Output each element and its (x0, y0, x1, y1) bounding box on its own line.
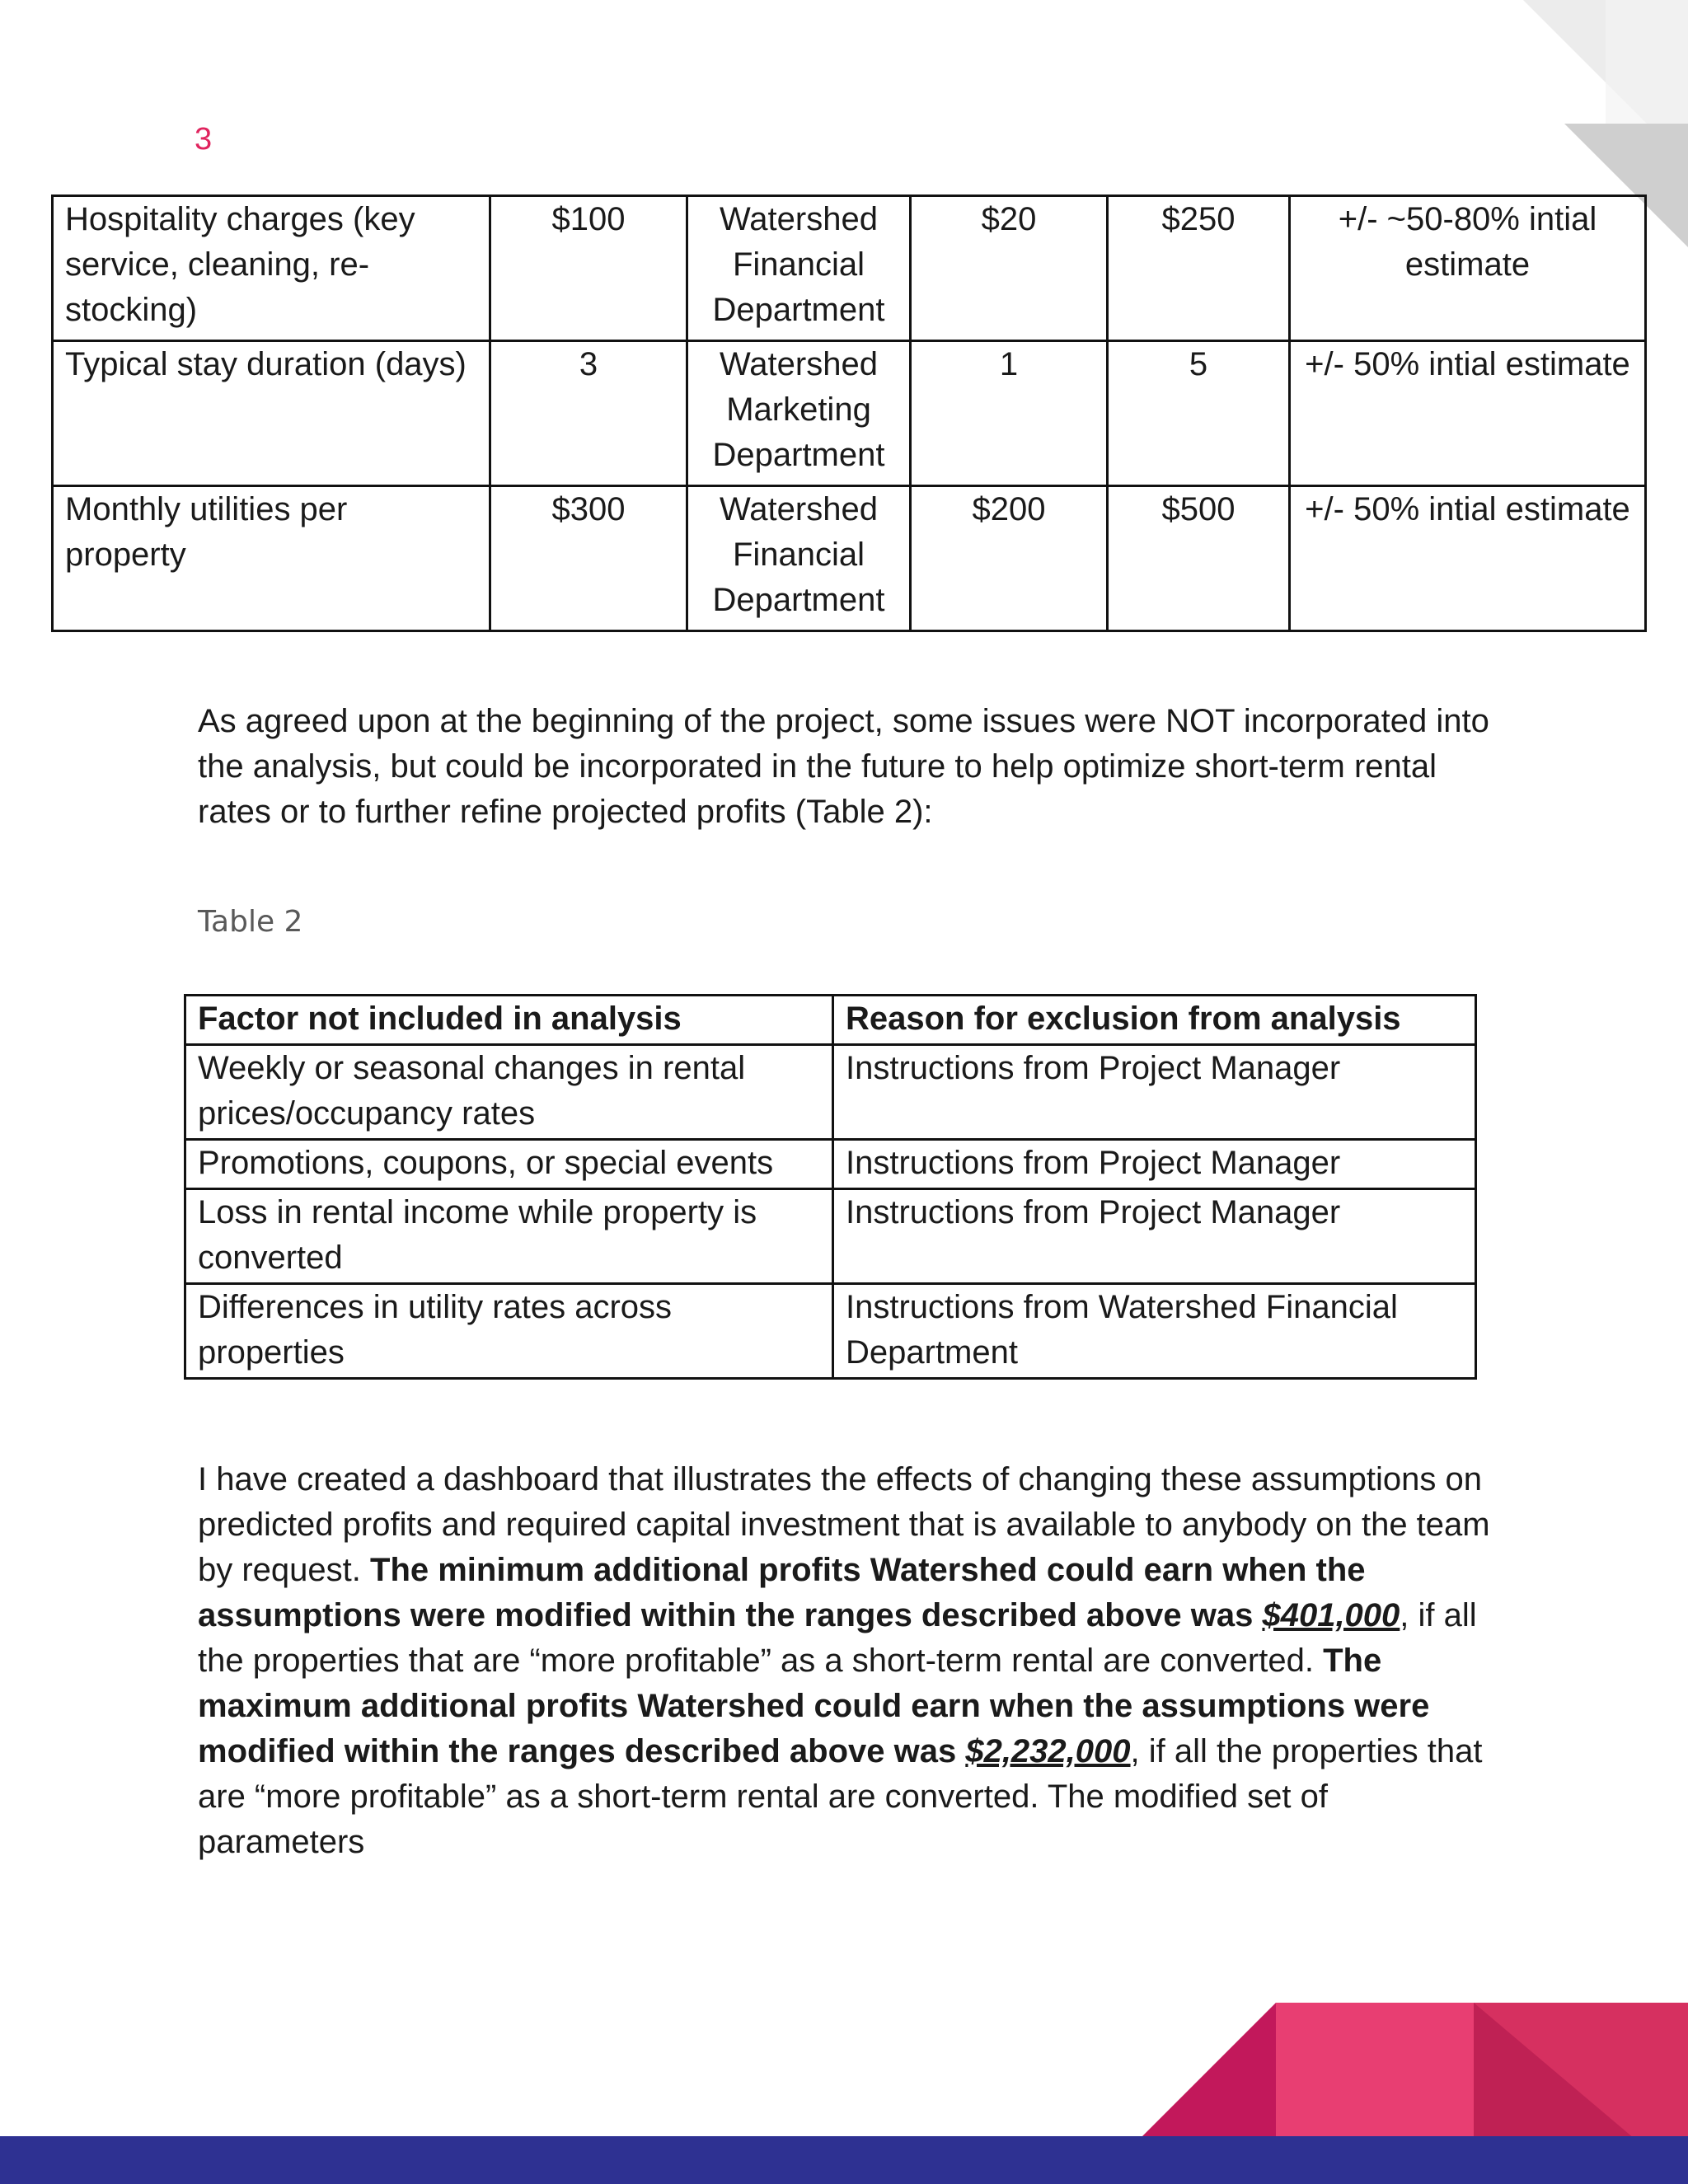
page-number: 3 (195, 122, 213, 157)
parameter-cell: Monthly utilities per property (53, 486, 490, 631)
factor-cell: Weekly or seasonal changes in rental prices/occupancy rates (185, 1045, 833, 1140)
summary-paragraph (198, 1457, 1500, 1865)
table-row (53, 196, 1646, 341)
summary-text: I have created a dashboard that illustrates the effects of changing these assumptions on predicted profits and required capital investment that is available to anybody on the team by request. (198, 1461, 1490, 1588)
parameter-cell: Hospitality charges (key service, cleaning, re-stocking) (53, 196, 490, 341)
factor-cell: Loss in rental income while property is converted (185, 1189, 833, 1284)
value-cell: 3 (490, 341, 687, 486)
excluded-factors-table (184, 994, 1477, 1380)
footer-bar (0, 2136, 1688, 2184)
column-header-factor: Factor not included in analysis (185, 996, 833, 1045)
value-cell: $100 (490, 196, 687, 341)
table2-caption: Table 2 (198, 905, 303, 939)
reason-cell: Instructions from Project Manager (833, 1189, 1476, 1284)
table-header-row (185, 996, 1476, 1045)
intro-paragraph: As agreed upon at the beginning of the project, some issues were NOT incorporated into the analysis, but could be incorporated in the future to help optimize short-term rental rates or to further refine projected profits (Table 2): (198, 703, 1489, 830)
min-cell: $200 (911, 486, 1108, 631)
assumptions-table (51, 194, 1647, 632)
max-profit-value: $2,232,000 (965, 1733, 1131, 1769)
max-cell: $500 (1108, 486, 1290, 631)
source-cell: Watershed Financial Department (687, 486, 911, 631)
factor-cell: Differences in utility rates across properties (185, 1284, 833, 1379)
source-cell: Watershed Marketing Department (687, 341, 911, 486)
reason-cell: Instructions from Watershed Financial Department (833, 1284, 1476, 1379)
min-profit-value: $401,000 (1262, 1597, 1400, 1633)
factor-cell: Promotions, coupons, or special events (185, 1140, 833, 1189)
summary-max-statement: The maximum additional profits Watershed could earn when the assumptions were modified within the ranges described above was (198, 1643, 1430, 1769)
min-cell: 1 (911, 341, 1108, 486)
column-header-reason: Reason for exclusion from analysis (833, 996, 1476, 1045)
uncertainty-cell: +/- 50% intial estimate (1290, 341, 1646, 486)
source-cell: Watershed Financial Department (687, 196, 911, 341)
value-cell: $300 (490, 486, 687, 631)
max-cell: 5 (1108, 341, 1290, 486)
summary-text: , if all the properties that are “more profitable” as a short-term rental are converted. The modified set of parameters (198, 1733, 1483, 1860)
max-cell: $250 (1108, 196, 1290, 341)
summary-min-statement: The minimum additional profits Watershed could earn when the assumptions were modified within the ranges described above was (198, 1552, 1366, 1633)
uncertainty-cell: +/- ~50-80% intial estimate (1290, 196, 1646, 341)
table-row (185, 1140, 1476, 1189)
table-row (53, 486, 1646, 631)
reason-cell: Instructions from Project Manager (833, 1045, 1476, 1140)
table-row (185, 1284, 1476, 1379)
table-row (185, 1045, 1476, 1140)
table-row (53, 341, 1646, 486)
parameter-cell: Typical stay duration (days) (53, 341, 490, 486)
uncertainty-cell: +/- 50% intial estimate (1290, 486, 1646, 631)
reason-cell: Instructions from Project Manager (833, 1140, 1476, 1189)
summary-text: , if all the properties that are “more profitable” as a short-term rental are converted. (198, 1597, 1477, 1679)
min-cell: $20 (911, 196, 1108, 341)
table-row (185, 1189, 1476, 1284)
